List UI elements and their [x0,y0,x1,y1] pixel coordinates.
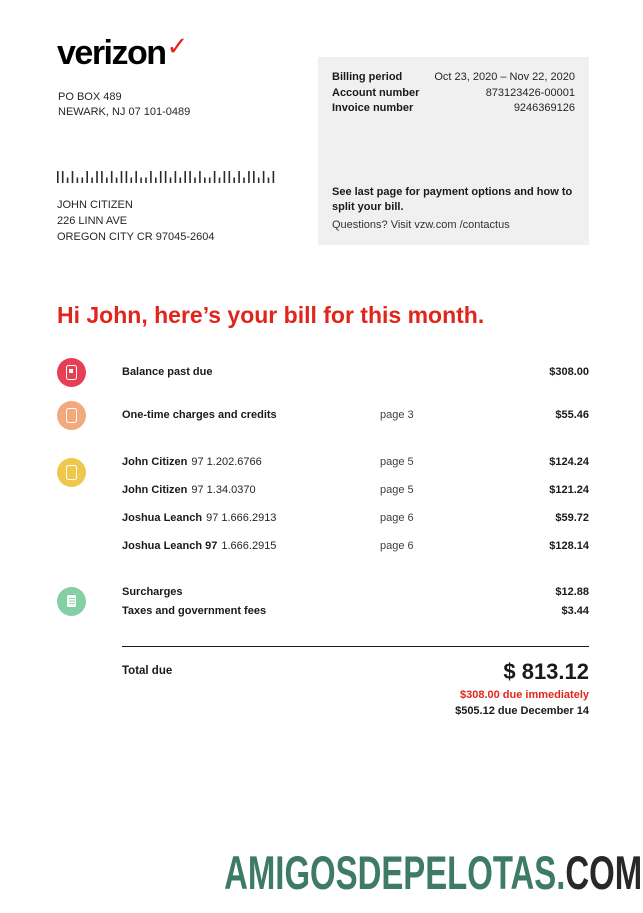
line-amount: $121.24 [549,484,589,496]
phone-bill-icon-orange [57,401,86,430]
line-number: 1.666.2915 [221,540,277,552]
sender-address-line2: NEWARK, NJ 07 101-0489 [58,106,191,118]
surcharges-amount: $12.88 [555,585,589,598]
line-label [122,512,380,524]
onetime-charges-row [57,392,589,438]
line-name: Joshua Leanch 97 [122,540,218,552]
verizon-checkmark-icon: ✓ [166,31,189,61]
watermark-tld: COM [565,846,642,899]
surcharges-row [122,582,589,601]
recipient-block [57,171,277,245]
recipient-name: JOHN CITIZEN [57,199,133,211]
line-name: John Citizen [122,456,188,468]
payment-options-note [332,185,575,233]
postal-barcode-icon [57,171,277,183]
taxes-row [122,601,589,620]
phone-lines-group [57,448,589,560]
line-row [122,532,589,560]
onetime-charges-amount: $55.46 [555,409,589,421]
line-row [122,448,589,476]
onetime-charges-page: page 3 [380,409,414,421]
line-name: John Citizen [122,484,188,496]
contact-us-note: Questions? Visit vzw.com /contactus [332,219,510,231]
balance-past-due-label: Balance past due [122,366,213,378]
billing-period-row [332,70,575,86]
line-number: 97 1.202.6766 [191,456,262,468]
total-divider [122,646,589,647]
phone-glyph [66,365,77,380]
watermark-site-name: AMIGOSDEPELOTAS. [224,846,566,899]
balance-past-due-amount: $308.00 [549,366,589,378]
recipient-address [57,197,277,245]
taxes-label: Taxes and government fees [122,604,267,617]
surcharges-group [57,582,589,620]
lines-icon-cell [57,448,122,560]
invoice-number-label: Invoice number [332,102,414,114]
billing-period-label: Billing period [332,71,403,83]
account-number-row [332,86,575,102]
phone-glyph [66,465,77,480]
line-page: page 5 [380,456,414,468]
line-row [122,476,589,504]
total-due-amount: $ 813.12 [503,659,589,684]
total-due-row [57,659,589,685]
greeting-heading: Hi John, here’s your bill for this month. [57,302,485,328]
line-amount: $128.14 [549,540,589,552]
due-immediately-note: $308.00 due immediately [459,689,589,701]
sender-address-line1: PO BOX 489 [58,91,122,103]
surcharges-rows [122,582,589,620]
phone-icon-yellow [57,458,86,487]
invoice-number-row [332,101,575,117]
account-info-panel [318,57,589,245]
line-amount: $124.24 [549,456,589,468]
payment-options-note-bold: See last page for payment options and how to split your bill. [332,186,573,213]
line-label [122,456,380,468]
line-number: 97 1.34.0370 [191,484,256,496]
recipient-address-line2: OREGON CITY CR 97045-2604 [57,231,215,243]
balance-icon-cell [57,358,122,387]
balance-past-due-row [57,352,589,392]
line-page: page 5 [380,484,414,496]
phone-lines-rows [122,448,589,560]
total-due-label: Total due [122,665,173,677]
onetime-charges-label: One-time charges and credits [122,409,277,421]
bill-summary-table [57,352,589,717]
line-row [122,504,589,532]
taxes-amount: $3.44 [561,604,589,617]
invoice-number-value: 9246369126 [513,102,575,114]
verizon-logo-text: verizon [57,34,166,72]
onetime-icon-cell [57,401,122,430]
watermark [224,845,642,900]
phone-bill-icon-red [57,358,86,387]
sender-address [58,90,190,120]
account-number-label: Account number [332,86,420,99]
billing-period-value: Oct 23, 2020 – Nov 22, 2020 [434,71,575,83]
surcharges-icon-cell [57,582,122,620]
account-number-value: 873123426-00001 [485,86,575,99]
line-amount: $59.72 [555,512,589,524]
line-page: page 6 [380,512,414,524]
line-page: page 6 [380,540,414,552]
line-name: Joshua Leanch [122,512,203,524]
surcharges-label: Surcharges [122,585,183,598]
recipient-address-line1: 226 LINN AVE [57,215,128,227]
line-number: 97 1.666.2913 [206,512,277,524]
verizon-logo [57,31,189,73]
document-icon-green [57,587,86,616]
line-label [122,540,380,552]
phone-glyph [66,408,77,423]
line-label [122,484,380,496]
document-glyph [67,595,76,607]
due-later-note: $505.12 due December 14 [455,705,589,717]
